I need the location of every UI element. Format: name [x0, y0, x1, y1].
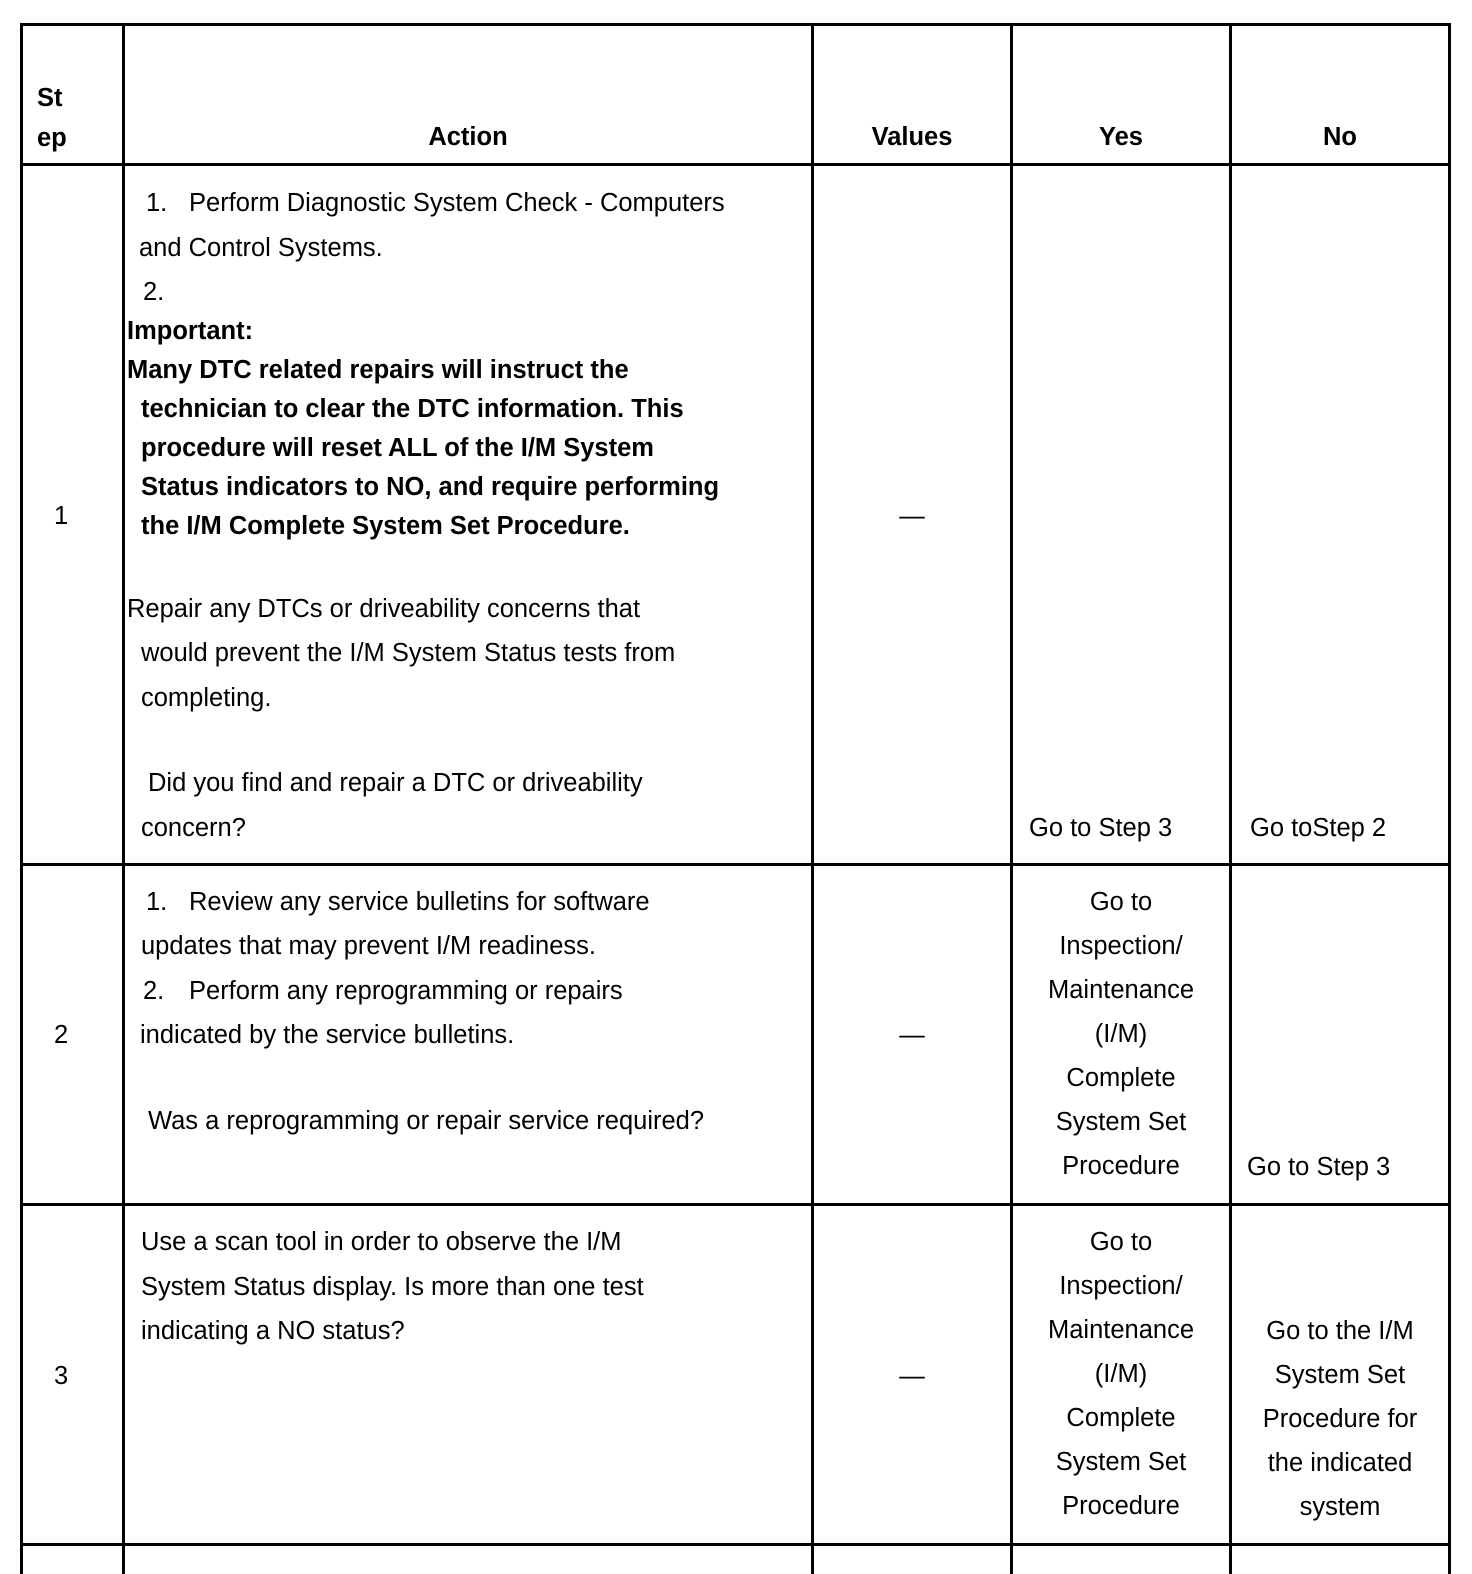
row3-no-line: Go to the I/M: [1266, 1317, 1414, 1345]
row1-item1-line2: and Control Systems.: [139, 234, 383, 262]
row2-bottom-border: [20, 1203, 1451, 1206]
row3-yes-line: Maintenance: [1047, 1316, 1194, 1344]
diagnostic-table: [20, 23, 1451, 1574]
row2-item2-line1: Perform any reprogramming or repairs: [189, 977, 623, 1005]
row3-yes-line: Procedure: [1062, 1492, 1180, 1520]
important-line3: procedure will reset ALL of the I/M System: [141, 434, 654, 462]
row3-yes-line: Go to: [1089, 1228, 1153, 1256]
row3-no: [1232, 1309, 1448, 1529]
row3-no-line: Procedure for: [1262, 1405, 1418, 1433]
row2-yes-line: Complete: [1066, 1064, 1176, 1092]
step-number-3: 3: [54, 1362, 69, 1390]
row1-value: —: [899, 502, 925, 530]
row3-yes-line: Inspection/: [1059, 1272, 1183, 1300]
header-bottom-border: [20, 163, 1451, 166]
important-label: Important:: [127, 317, 254, 345]
row1-item1-num: 1.: [146, 189, 168, 217]
header-step: [37, 78, 67, 158]
header-step-line2: ep: [37, 124, 67, 152]
row3-yes-line: System Set: [1055, 1448, 1187, 1476]
row1-yes: Go to Step 3: [1029, 814, 1173, 842]
row1-no: Go toStep 2: [1250, 814, 1387, 842]
table-top-border: [20, 23, 1451, 26]
row1-item1-line1: Perform Diagnostic System Check - Computers: [189, 189, 725, 217]
row2-item2-line2: indicated by the service bulletins.: [140, 1021, 515, 1049]
row1-question-line1: Did you find and repair a DTC or driveability: [148, 769, 643, 797]
row2-yes-line: Inspection/: [1059, 932, 1183, 960]
important-line1: Many DTC related repairs will instruct the: [127, 356, 629, 384]
row2-item1-line2: updates that may prevent I/M readiness.: [141, 932, 596, 960]
row2-yes-line: System Set: [1055, 1108, 1187, 1136]
row2-yes: [1013, 880, 1229, 1188]
row2-item1-line1: Review any service bulletins for software: [189, 888, 650, 916]
row1-question-line2: concern?: [141, 814, 246, 842]
row2-yes-line: Maintenance: [1047, 976, 1194, 1004]
row3-line1: Use a scan tool in order to observe the I/M: [141, 1228, 622, 1256]
table-right-border: [1448, 23, 1451, 1574]
col-divider-step-action: [122, 23, 125, 1574]
row2-yes-line: Procedure: [1062, 1152, 1180, 1180]
row1-bottom-border: [20, 863, 1451, 866]
row3-bottom-border: [20, 1543, 1451, 1546]
row3-line2: System Status display. Is more than one test: [141, 1273, 644, 1301]
row2-item1-num: 1.: [146, 888, 168, 916]
step-number-1: 1: [54, 502, 69, 530]
table-left-border: [20, 23, 23, 1574]
row2-item2-num: 2.: [143, 977, 165, 1005]
step-number-2: 2: [54, 1021, 69, 1049]
row2-yes-line: (I/M): [1094, 1020, 1148, 1048]
row3-no-line: the indicated: [1267, 1449, 1413, 1477]
row3-yes-line: Complete: [1066, 1404, 1176, 1432]
row1-repair-line2: would prevent the I/M System Status tests from: [141, 639, 676, 667]
row3-yes-line: (I/M): [1094, 1360, 1148, 1388]
row3-no-line: system: [1299, 1493, 1381, 1521]
row2-yes-line: Go to: [1089, 888, 1153, 916]
important-line4: Status indicators to NO, and require performing: [141, 473, 720, 501]
row2-question: Was a reprogramming or repair service required?: [148, 1107, 705, 1135]
header-values: Values: [871, 123, 953, 151]
row1-repair-line1: Repair any DTCs or driveability concerns that: [127, 595, 641, 623]
important-line5: the I/M Complete System Set Procedure.: [141, 512, 630, 540]
important-line2: technician to clear the DTC information. This: [141, 395, 684, 423]
row1-item2-num: 2.: [143, 278, 165, 306]
header-no: No: [1323, 123, 1357, 151]
header-step-line1: St: [37, 84, 63, 112]
header-action: Action: [428, 123, 508, 151]
row3-no-line: System Set: [1274, 1361, 1406, 1389]
row2-no: Go to Step 3: [1247, 1153, 1391, 1181]
row3-yes: [1013, 1220, 1229, 1528]
row3-line3: indicating a NO status?: [141, 1317, 405, 1345]
header-yes: Yes: [1099, 123, 1143, 151]
row1-repair-line3: completing.: [141, 684, 272, 712]
col-divider-action-values: [811, 23, 814, 1574]
row2-value: —: [899, 1021, 925, 1049]
row3-value: —: [899, 1362, 925, 1390]
